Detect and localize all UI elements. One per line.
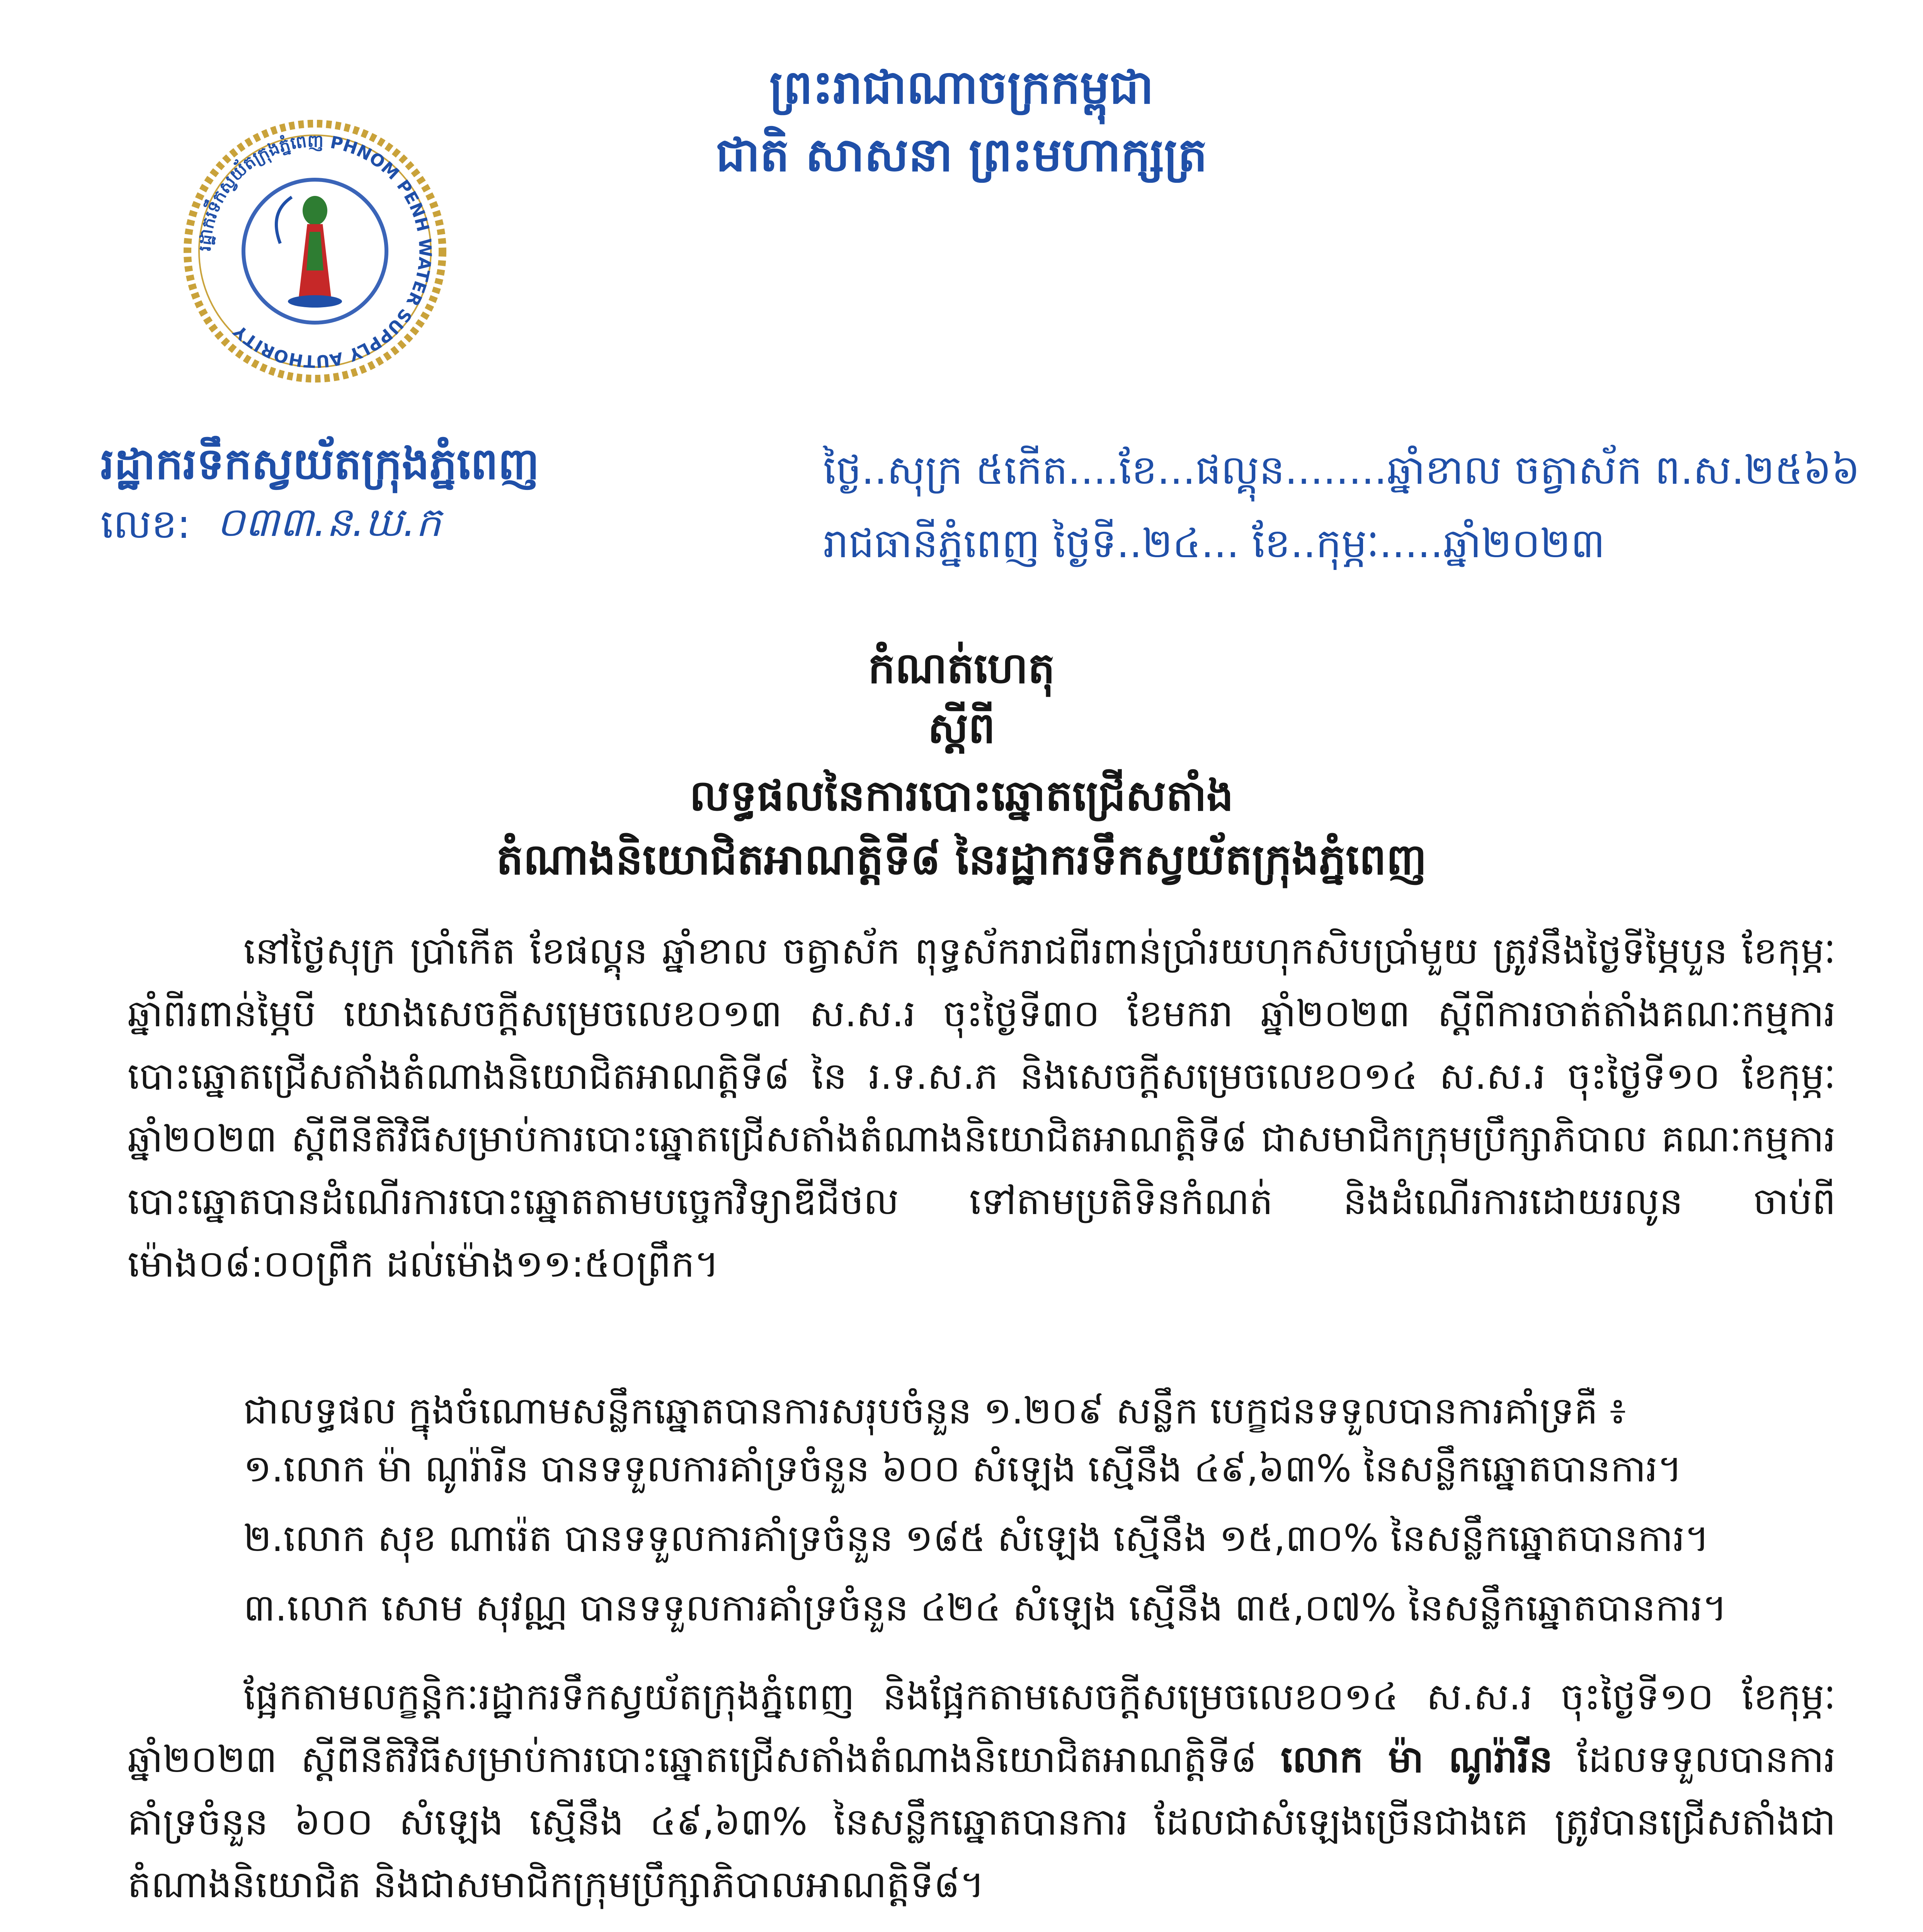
candidate-result: ២.លោក សុខ ណារ៉េត បានទទួលការគាំទ្រចំនួន ១៨៥ សំឡេង ស្មើនឹង ១៥,៣០% នៃសន្លឹកឆ្នោតបានការ។ [243, 1517, 1709, 1560]
lunar-date-line: ថ្ងៃ..សុក្រ ៥កើត....ខែ...ផល្គុន........ឆ្នាំខាល ចត្វាស័ក ព.ស.២៥៦៦ [823, 446, 1860, 493]
title-subject-line2: តំណាងនិយោជិតអាណត្តិទី៨ នៃរដ្ឋាករទឹកស្វយ័តក្រុងភ្នំពេញ [496, 835, 1427, 884]
document-title: កំណត់ហេតុ [868, 643, 1055, 693]
organization-name: រដ្ឋាករទឹកស្វយ័តក្រុងភ្នំពេញ [100, 439, 539, 489]
intro-paragraph: នៅថ្ងៃសុក្រ ប្រាំកើត ខែផល្គុន ឆ្នាំខាល ចត្វាស័ក ពុទ្ធស័ករាជពីរពាន់ប្រាំរយហុកសិបប្រាំមួយ ត្រូវនឹងថ្ងៃទីម្ភៃបួន ខែកុម្ភៈ ឆ្នាំពីរពាន់ម្ភៃបី យោងសេចក្តីសម្រេចលេខ០១៣ ស.ស.រ ចុះថ្ងៃទី៣០ ខែមករា ឆ្នាំ២០២៣ ស្តីពីការចាត់តាំងគណៈកម្មការបោះឆ្នោតជ្រើសតាំងតំណាងនិយោជិតអាណត្តិទី៨ នៃ រ.ទ.ស.ភ និងសេចក្តីសម្រេចលេខ០១៤ ស.ស.រ ចុះថ្ងៃទី១០ ខែកុម្ភៈ ឆ្នាំ២០២៣ ស្តីពីនីតិវិធីសម្រាប់ការបោះឆ្នោតជ្រើសតាំងតំណាងនិយោជិតអាណត្តិទី៨ ជាសមាជិកក្រុមប្រឹក្សាភិបាល គណៈកម្មការបោះឆ្នោតបានដំណើរការបោះឆ្នោតតាមបច្ចេកវិទ្យាឌីជីថល ទៅតាមប្រតិទិនកំណត់ និងដំណើរការដោយរលូន ចាប់ពីម៉ោង០៨:០០ព្រឹក ដល់ម៉ោង១១:៥០ព្រឹក។ [128, 929, 1836, 1286]
solar-date-line: រាជធានីភ្នំពេញ ថ្ងៃទី..២៤... ខែ..កុម្ភៈ.....ឆ្នាំ២០២៣ [823, 520, 1605, 567]
ppwsa-logo [180, 116, 450, 386]
decision-text-a: ផ្អែកតាមលក្ខន្តិកៈរដ្ឋាករទឹកស្វយ័តក្រុងភ្នំពេញ និងផ្អែកតាមសេចក្តីសម្រេចលេខ០១៤ ស.ស.រ ចុះថ្ងៃទី១០ ខែកុម្ភៈ ឆ្នាំ២០២៣ ស្តីពីនីតិវិធីសម្រាប់ការបោះឆ្នោតជ្រើសតាំងតំណាងនិយោជិតអាណត្តិទី៨ [128, 1675, 1836, 1781]
title-subject-label: ស្តីពី [927, 703, 996, 753]
reference-number: ០៣៣.ន.ឃ.ក [216, 498, 441, 546]
reference-label: លេខ: [100, 500, 191, 548]
kingdom-title: ព្រះរាជាណាចក្រកម្ពុជា [769, 61, 1154, 114]
result-intro: ជាលទ្ធផល ក្នុងចំណោមសន្លឹកឆ្នោតបានការសរុបចំនួន ១.២០៩ សន្លឹក បេក្ខជនទទួលបានការគាំទ្រគឺ ៖ [243, 1389, 1626, 1432]
decision-text-b: ដែលទទួលបានការគាំទ្រចំនួន ៦០០ សំឡេង ស្មើនឹង ៤៩,៦៣% នៃសន្លឹកឆ្នោតបានការ ដែលជាសំឡេងច្រើនជាងគេ ត្រូវបានជ្រើសតាំងជាតំណាងនិយោជិត និងជាសមាជិកក្រុមប្រឹក្សាភិបាលអាណត្តិទី៨។ [128, 1738, 1836, 1906]
title-subject-line1: លទ្ធផលនៃការបោះឆ្នោតជ្រើសតាំង [689, 771, 1234, 820]
elected-candidate-name: លោក ម៉ា ណូរ៉ារីន [1281, 1738, 1553, 1781]
svg-text:រដ្ឋាករទឹកស្វយ័តក្រុងភ្នំពេញ P: រដ្ឋាករទឹកស្វយ័តក្រុងភ្នំពេញ PHNOM PENH WATER SUPPLY AUTHORITY [195, 131, 435, 371]
candidate-result: ១.លោក ម៉ា ណូរ៉ារីន បានទទួលការគាំទ្រចំនួន ៦០០ សំឡេង ស្មើនឹង ៤៩,៦៣% នៃសន្លឹកឆ្នោតបានការ។ [243, 1447, 1682, 1490]
candidate-result: ៣.លោក សោម សុវណ្ណ បានទទួលការគាំទ្រចំនួន ៤២៤ សំឡេង ស្មើនឹង ៣៥,០៧% នៃសន្លឹកឆ្នោតបានការ។ [243, 1586, 1727, 1629]
closing-paragraph [128, 1924, 1836, 1932]
national-motto: ជាតិ សាសនា ព្រះមហាក្សត្រ [716, 128, 1207, 182]
decision-paragraph [128, 1665, 1836, 1916]
